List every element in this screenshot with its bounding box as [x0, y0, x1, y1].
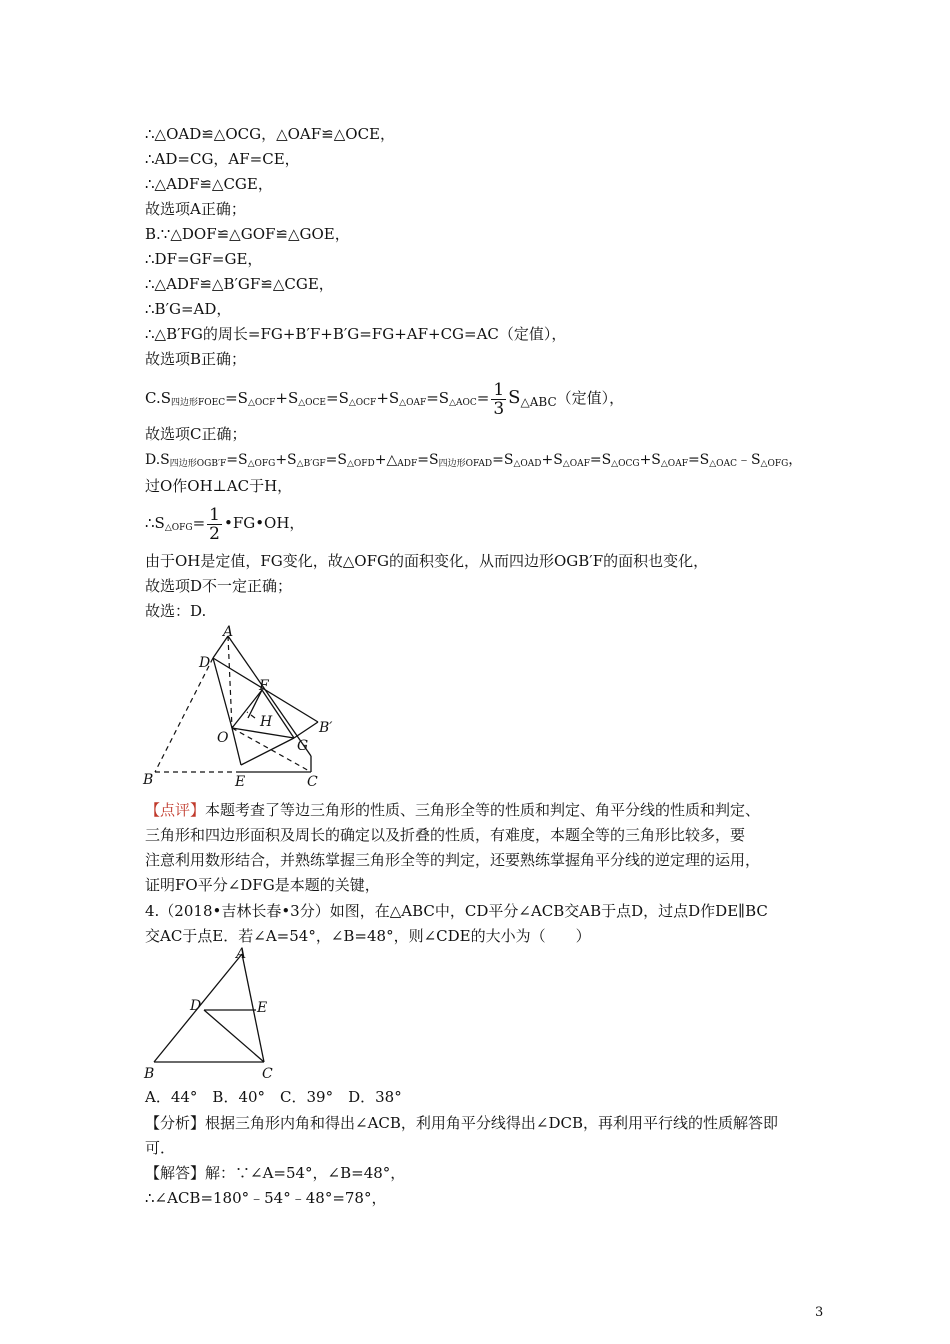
segment-b1g: [294, 722, 318, 738]
label-b-prime: B′: [319, 720, 333, 736]
text-line: 故选项A正确；: [145, 200, 246, 218]
answer-line: ∴∠ACB=180°﹣54°﹣48°=78°，: [145, 1189, 387, 1207]
formula-line-d: $D.S_{四边形OGB'F}=S_{\triangle OFG}+S_{\triangle B'GF}=S_{\triangle OFD}+\triangle_{ADF}=S_{四边形OFAD}=S_{\triangle OAD}+S_{\triangle OAF}=S_{\triangle OCG}+S_{\triangle OAF}=S_{\triangle OAC}﹣S_{\triangle OFG}$，: [145, 452, 803, 469]
text-line: ∴△B′FG的周长=FG+B′F+B′G=FG+AF+CG=AC（定值），: [145, 325, 567, 343]
text-line: ∴△OAD≌△OCG，△OAF≌△OCE，: [145, 125, 395, 143]
label-b: B: [144, 1066, 155, 1082]
figure-folded-triangle: [135, 620, 350, 790]
label-a: A: [223, 624, 234, 640]
question-line: 交AC于点E．若∠A=54°，∠B=48°，则∠CDE的大小为（ ）: [145, 927, 591, 945]
question-line: 4.（2018•吉林长春•3分）如图，在△ABC中，CD平分∠ACB交AB于点D，过点D作DE∥BC: [145, 902, 768, 920]
text-line: ∴DF=GF=GE，: [145, 250, 263, 268]
text-line: 故选项C正确；: [145, 425, 247, 443]
answer-line: 【解答】解：∵∠A=54°，∠B=48°，: [145, 1164, 406, 1182]
comment-tag: 【点评】: [145, 801, 206, 819]
label-a: A: [236, 946, 247, 962]
segment-oe: [232, 728, 241, 765]
comment-line: 证明FO平分∠DFG是本题的关键，: [145, 876, 380, 894]
label-f: F: [259, 678, 269, 694]
label-e: E: [257, 1000, 268, 1016]
analysis-line: 可．: [145, 1139, 176, 1157]
text-line: 故选项D不一定正确；: [145, 577, 293, 595]
text-line: ∴AD=CG，AF=CE，: [145, 150, 300, 168]
comment-line: 注意利用数形结合，并熟练掌握三角形全等的判定，还要熟练掌握角平分线的逆定理的运用，: [145, 851, 761, 869]
text-line: ∴△ADF≌△B′GF≌△CGE，: [145, 275, 334, 293]
label-c: C: [307, 774, 318, 790]
fraction-one-half: $\frac{1}{2}$: [209, 504, 220, 544]
comment-line: 【点评】本题考查了等边三角形的性质、三角形全等的性质和判定、角平分线的性质和判定、: [145, 801, 761, 819]
label-g: G: [297, 738, 309, 754]
segment-ge: [241, 738, 294, 765]
label-e: E: [235, 774, 246, 790]
label-o: O: [217, 730, 229, 746]
figure-triangle-abc: [140, 946, 290, 1086]
dashed-side-db: [155, 658, 213, 772]
label-c: C: [262, 1066, 273, 1082]
comment-line: 三角形和四边形面积及周长的确定以及折叠的性质，有难度，本题全等的三角形比较多，要: [145, 826, 746, 844]
label-b: B: [143, 772, 154, 788]
segment-of: [232, 690, 262, 728]
label-d: D: [190, 998, 202, 1014]
formula-line-area: $\therefore S_{\triangle OFG}=$ $\frac{1}{2}$ •FG•OH，: [145, 504, 305, 544]
text-line: 故选项B正确；: [145, 350, 247, 368]
text-line: B.∵△DOF≌△GOF≌△GOE，: [145, 225, 350, 243]
text-line: ∴B′G=AD，: [145, 300, 232, 318]
page-number: 3: [815, 1305, 824, 1320]
formula-line-c: $C.S_{四边形FOEC}=S_{\triangle OCF}+S_{\triangle OCE}=S_{\triangle OCF}+S_{\triangle OAF}=S_{\triangle AOC}=$ $\frac{1}{3}$ $S_{\triangle ABC}$（定值），: [145, 379, 625, 419]
text-line: 过O作OH⊥AC于H，: [145, 477, 293, 495]
options-line: A．44° B．40° C．39° D．38°: [145, 1088, 402, 1106]
fraction-one-third: $\frac{1}{3}$: [493, 379, 505, 419]
label-d: D: [199, 655, 211, 671]
analysis-line: 【分析】根据三角形内角和得出∠ACB，利用角平分线得出∠DCB，再利用平行线的性质解答即: [145, 1114, 778, 1132]
text-line: 故选：D.: [145, 602, 207, 620]
label-h: H: [260, 714, 273, 730]
text-line: 由于OH是定值，FG变化，故△OFG的面积变化，从而四边形OGB′F的面积也变化，: [145, 552, 709, 570]
text-line: ∴△ADF≌△CGE，: [145, 175, 273, 193]
